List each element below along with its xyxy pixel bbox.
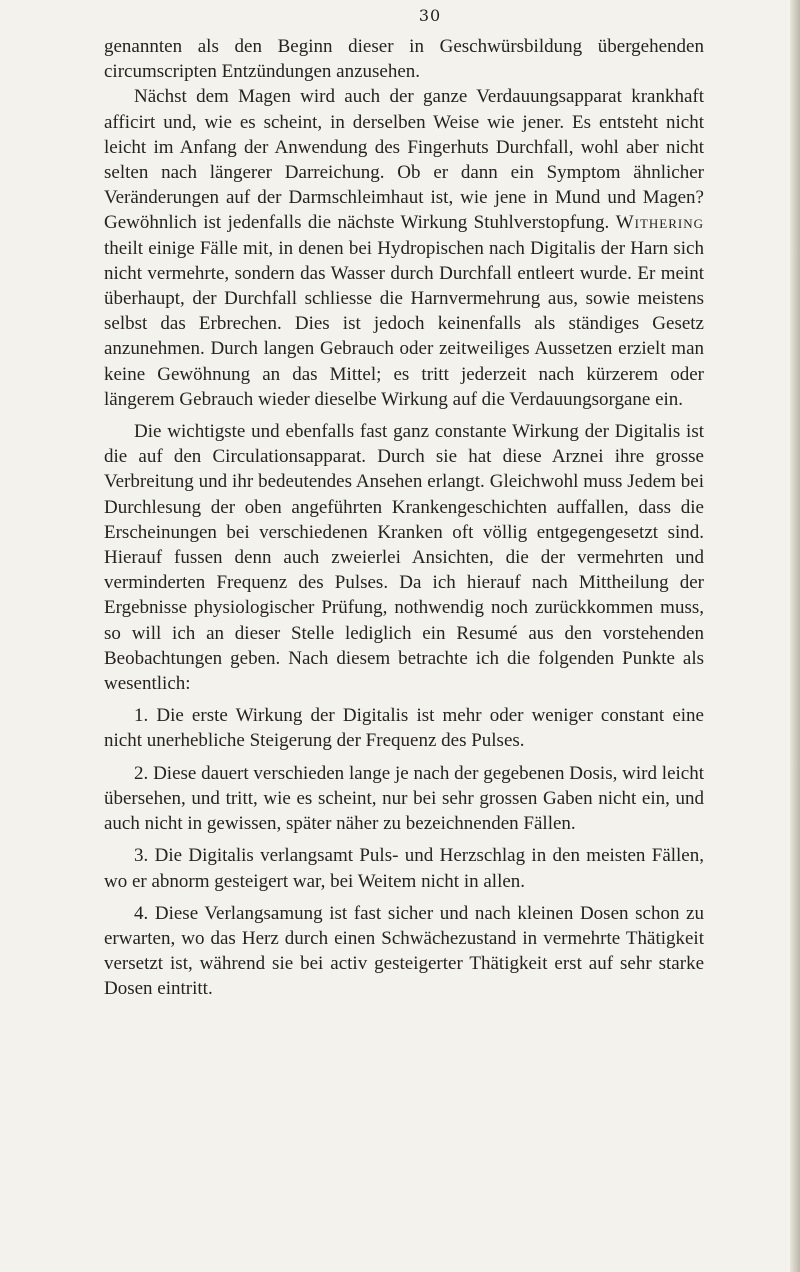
page-edge-shadow — [790, 0, 800, 1272]
paragraph-text: theilt einige Fälle mit, in denen bei Hydropischen nach Digitalis der Harn sich nicht vermehrte, sondern das Wasser durch Durchfall entleert wurde. Er meint überhaupt, der Durchfall schliesse die Harnvermehrung aus, sowie meistens selbst das Erbrechen. Dies ist jedoch keinenfalls als ständiges Gesetz anzunehmen. Durch langen Gebrauch oder zeitweiliges Aussetzen erzielt man keine Gewöhnung an das Mittel; es tritt jederzeit nach kürzerem oder längerem Gebrauch wieder dieselbe Wirkung auf die Verdauungsorgane ein. — [104, 237, 704, 410]
body-text — [104, 34, 704, 1002]
paragraph-continuation: genannten als den Beginn dieser in Geschwürsbildung übergehenden circumscripten Entzündungen anzusehen. — [104, 36, 704, 83]
author-name-withering: Withering — [615, 212, 704, 234]
paragraph-text: Nächst dem Magen wird auch der ganze Verdauungsapparat krankhaft afficirt und, wie es scheint, in derselben Weise wie jener. Es entsteht nicht leicht im Anfang der Anwendung des Fingerhuts Durchfall, wohl aber nicht selten nach längerer Darreichung. Ob er dann ein Symptom ähnlicher Veränderungen auf der Darmschleimhaut ist, wie jene in Mund und Magen? Gewöhnlich ist jedenfalls die nächste Wirkung Stuhlverstopfung. — [104, 86, 704, 234]
list-item-1: 1. Die erste Wirkung der Digitalis ist mehr oder weniger constant eine nicht unerhebliche Steigerung der Frequenz des Pulses. — [104, 705, 704, 752]
page-number: 30 — [418, 6, 442, 25]
list-item-2: 2. Diese dauert verschieden lange je nach der gegebenen Dosis, wird leicht übersehen, und tritt, wie es scheint, nur bei sehr grossen Gaben nicht ein, und auch nicht in gewissen, später näher zu bezeichnenden Fällen. — [104, 762, 704, 835]
list-item-3: 3. Die Digitalis verlangsamt Puls- und Herzschlag in den meisten Fällen, wo er abnorm gesteigert war, bei Weitem nicht in allen. — [104, 845, 704, 892]
list-item-4: 4. Diese Verlangsamung ist fast sicher und nach kleinen Dosen schon zu erwarten, wo das Herz durch einen Schwächezustand in vermehrte Thätigkeit versetzt ist, während sie bei activ gesteigerter Thätigkeit erst auf sehr starke Dosen eintritt. — [104, 902, 704, 1000]
paragraph-digestive-tract — [104, 84, 704, 412]
paragraph-circulation: Die wichtigste und ebenfalls fast ganz constante Wirkung der Digitalis ist die auf den Circulationsapparat. Durch sie hat diese Arznei ihre grosse Verbreitung und ihr bedeutendes Ansehen erlangt. Gleichwohl muss Jedem bei Durchlesung der oben angeführten Krankengeschichten auffallen, dass die Erscheinungen bei verschiedenen Kranken oft völlig entgegengesetzt sind. Hierauf fussen denn auch zweierlei Ansichten, die der vermehrten und verminderten Frequenz des Pulses. Da ich hierauf nach Mittheilung der Ergebnisse physiologischer Prüfung, nothwendig noch zurückkommen muss, so will ich an dieser Stelle lediglich ein Resumé aus den vorstehenden Beobachtungen geben. Nach diesem betrachte ich die folgenden Punkte als wesentlich: — [104, 421, 704, 695]
